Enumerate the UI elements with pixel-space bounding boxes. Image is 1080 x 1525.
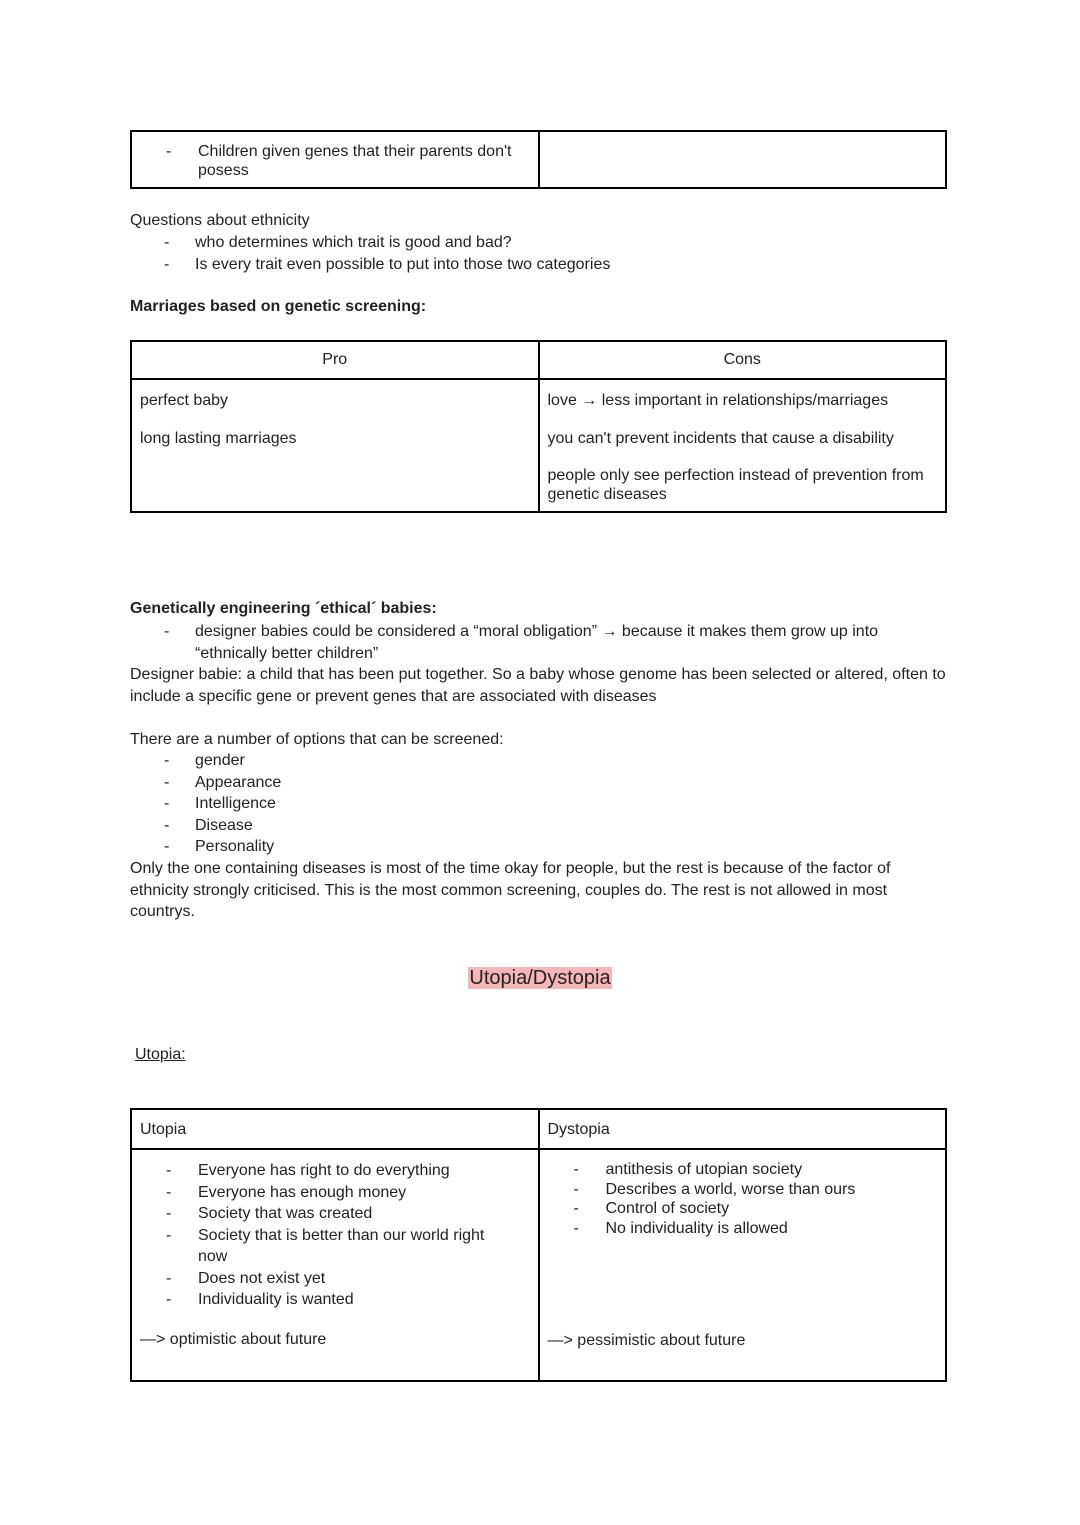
screening-item-gender: - gender [130, 750, 730, 772]
pro-item-2: long lasting marriages [140, 430, 297, 447]
utopia-item: - Individuality is wanted [132, 1289, 492, 1311]
screening-item-appearance: - Appearance [130, 772, 730, 794]
ethnicity-item-1: - who determines which trait is good and bad? [130, 232, 1030, 254]
ethical-item: - designer babies could be considered a “moral obligation” → because it makes them grow up into “ethnically better children” [130, 621, 910, 664]
screening-intro: There are a number of options that can be screened: [130, 731, 504, 748]
utopia-dystopia-title [0, 966, 1080, 990]
marriages-heading: Marriages based on genetic screening: [130, 298, 427, 315]
top-table [130, 130, 947, 189]
screening-conclusion: Only the one containing diseases is most of the time okay for people, but the rest is because of the factor of ethnicity strongly criticised. This is the most common screening, couples do. The rest is not allowed in most countrys. [130, 860, 891, 920]
designer-baby-definition: Designer babie: a child that has been put together. So a baby whose genome has been selected or altered, often to include a specific gene or prevent genes that are associated with diseases [130, 666, 946, 705]
ethical-list [130, 621, 910, 664]
top-table-right-cell [539, 131, 947, 188]
utopia-item: - Society that is better than our world right now [132, 1225, 492, 1268]
screening-item-personality: - Personality [130, 836, 730, 858]
ethical-heading: Genetically engineering ´ethical´ babies: [130, 600, 437, 617]
dystopia-item: - Describes a world, worse than ours [540, 1180, 920, 1200]
utopia-subheading: Utopia: [135, 1046, 186, 1063]
con-item-2: you can't prevent incidents that cause a disability [547, 430, 894, 447]
top-table-item: - Children given genes that their parents don't posess [132, 142, 524, 180]
pro-item-1: perfect baby [140, 392, 229, 409]
dystopia-item: - antithesis of utopian society [540, 1160, 920, 1180]
dystopia-list [540, 1160, 920, 1238]
pros-cell [131, 379, 539, 512]
title-highlight: Utopia/Dystopia [469, 967, 611, 989]
con-item-3: people only see perfection instead of prevention from genetic diseases [547, 467, 924, 503]
ethnicity-heading: Questions about ethnicity [130, 212, 310, 229]
pro-header: Pro [322, 351, 348, 368]
utopia-item: - Society that was created [132, 1203, 492, 1225]
dystopia-item: - No individuality is allowed [540, 1219, 920, 1239]
utopia-item: - Everyone has enough money [132, 1182, 492, 1204]
screening-item-intelligence: - Intelligence [130, 793, 730, 815]
utopia-item: - Everyone has right to do everything [132, 1160, 492, 1182]
top-table-left-cell [131, 131, 539, 188]
con-item-1: love → less important in relationships/marriages [547, 392, 889, 409]
pro-cons-table [130, 340, 947, 513]
utopia-dystopia-table [130, 1108, 947, 1382]
pro-header-cell [131, 341, 539, 379]
ethnicity-item-2: - Is every trait even possible to put into those two categories [130, 254, 1030, 276]
screening-list [130, 750, 730, 858]
ethnicity-list [130, 232, 1030, 275]
dystopia-header: Dystopia [547, 1120, 610, 1138]
screening-item-disease: - Disease [130, 815, 730, 837]
dystopia-conclusion: —> pessimistic about future [547, 1332, 746, 1349]
utopia-cell [131, 1149, 539, 1381]
cons-header-cell [539, 341, 947, 379]
utopia-conclusion: —> optimistic about future [140, 1330, 327, 1348]
cons-cell [539, 379, 947, 512]
cons-header: Cons [723, 351, 761, 368]
utopia-list [132, 1160, 492, 1311]
utopia-item: - Does not exist yet [132, 1268, 492, 1290]
dystopia-item: - Control of society [540, 1199, 920, 1219]
utopia-header-cell [131, 1109, 539, 1149]
dystopia-header-cell [539, 1109, 947, 1149]
utopia-header: Utopia [140, 1120, 187, 1138]
dystopia-cell [539, 1149, 947, 1381]
